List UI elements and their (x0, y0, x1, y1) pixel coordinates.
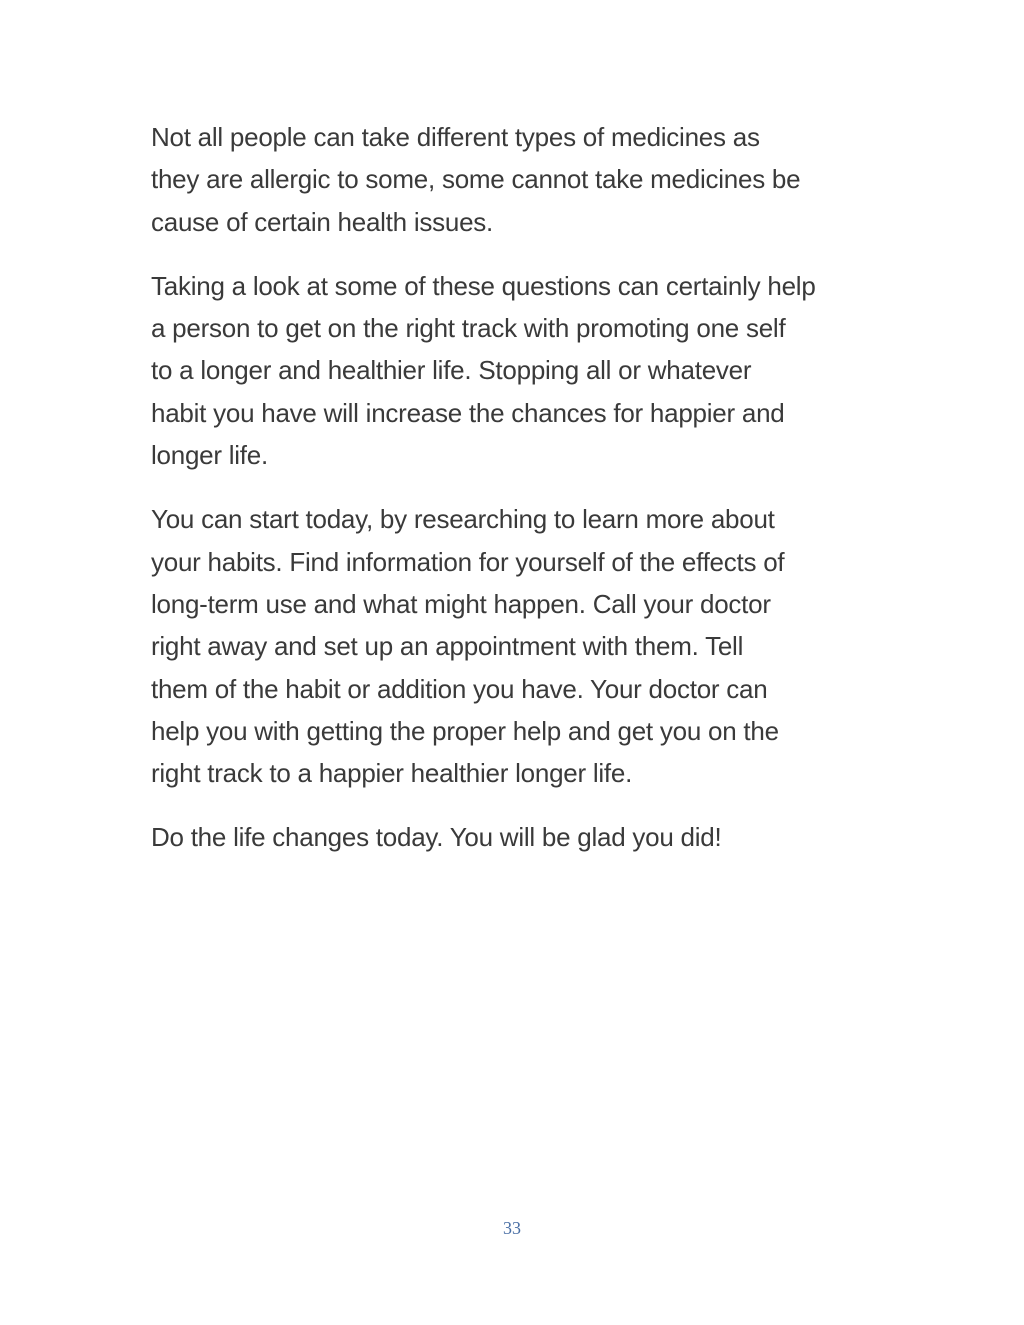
paragraph-closing: Do the life changes today. You will be glad you did! (151, 822, 722, 853)
page-number: 33 (503, 1218, 521, 1238)
paragraph-questions: Taking a look at some of these questions can certainly help a person to get on the right track with promoting one self to a longer and healthier life. Stopping all or whatever habit you have will increase the chances for happier and longer life. (151, 270, 816, 471)
paragraph-start-today: You can start today, by researching to learn more about your habits. Find information for yourself of the effects of long-term use and what might happen. Call your doctor right away and set up an appointment with them. Tell them of the habit or addition you have. Your doctor can help you with getting the proper help and get you on the right track to a happier healthier longer life. (151, 504, 785, 789)
body-text (151, 116, 881, 881)
paragraph-medicines: Not all people can take different types of medicines as they are allergic to some, some cannot take medicines be cause of certain health issues. (151, 122, 801, 237)
